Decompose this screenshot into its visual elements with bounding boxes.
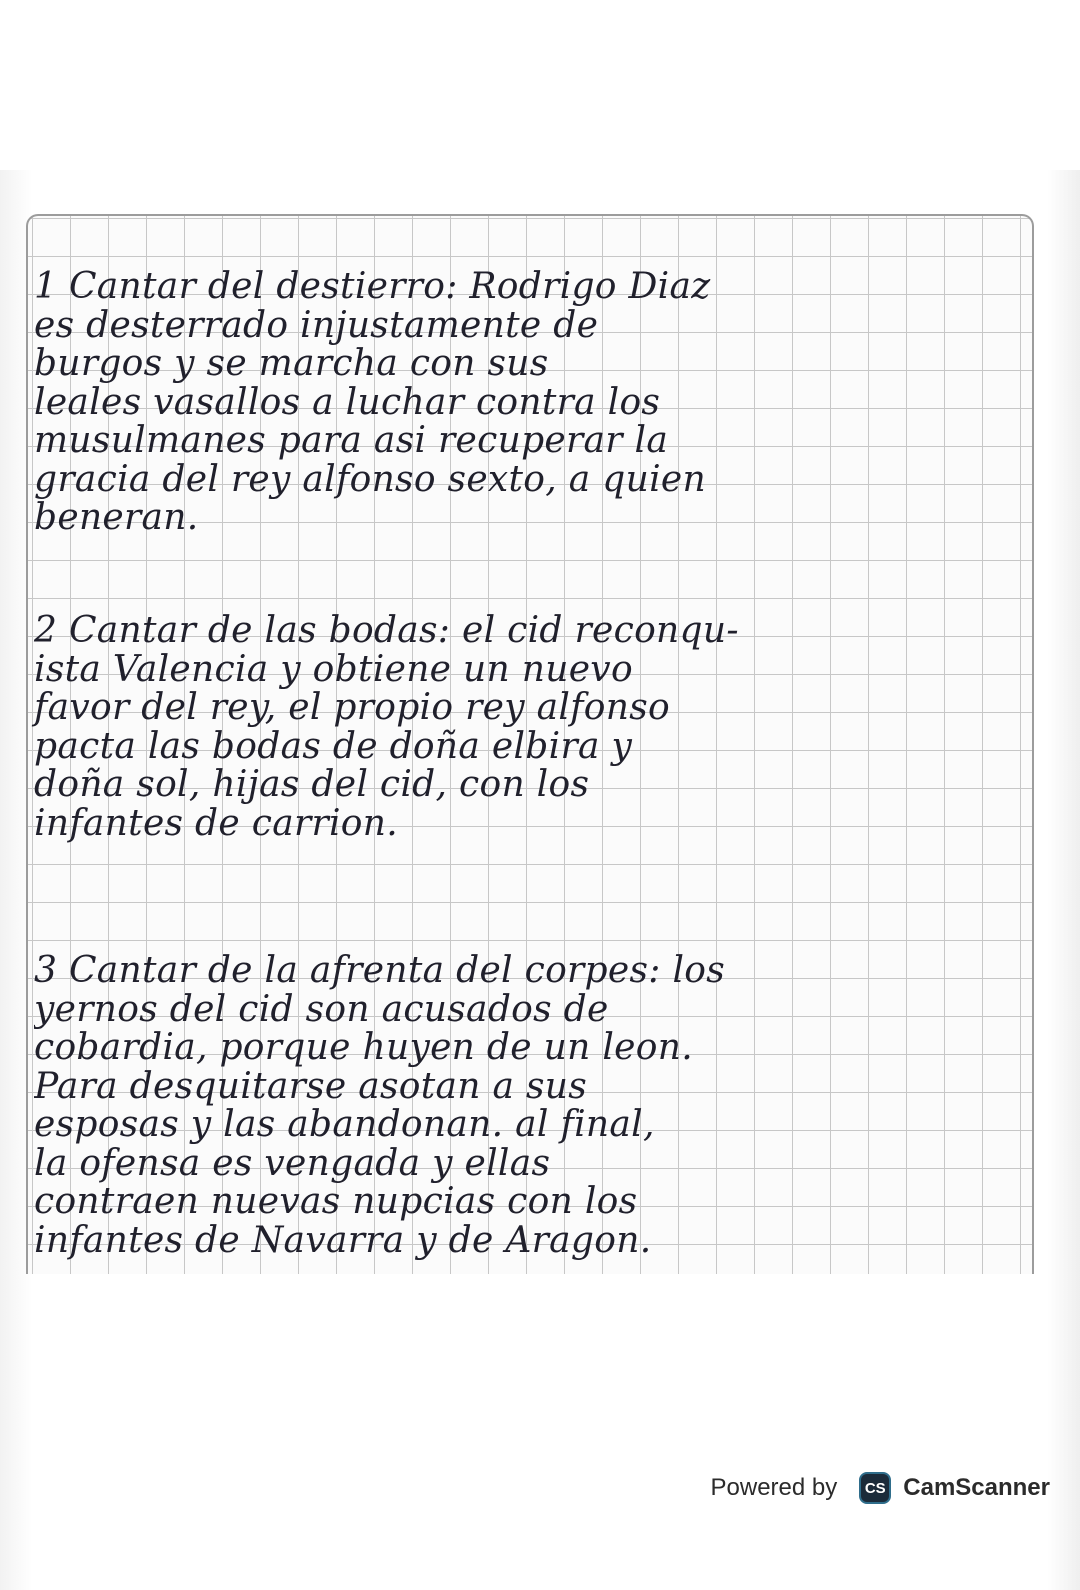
- camscanner-logo-icon: CS: [859, 1472, 891, 1504]
- scanner-watermark: [711, 1466, 1050, 1510]
- note-section-cantar-destierro: 1 Cantar del destierro: Rodrigo Diaz es desterrado injustamente de burgos y se marcha con sus leales vasallos a luchar contra los musulmanes para asi recuperar la gracia del rey alfonso sexto, a quien beneran.: [34, 266, 711, 538]
- note-section-cantar-afrenta: 3 Cantar de la afrenta del corpes: los yernos del cid son acusados de cobardia, porque huyen de un leon. Para desquitarse asotan a sus esposas y las abandonan. al final, la ofensa es vengada y ellas contraen nuevas nupcias con los infantes de Navarra y de Aragon.: [34, 952, 726, 1261]
- powered-by-label: Powered by: [710, 1474, 838, 1501]
- note-section-cantar-bodas: 2 Cantar de las bodas: el cid reconqu- ista Valencia y obtiene un nuevo favor del rey, el propio rey alfonso pacta las bodas de doña elbira y doña sol, hijas del cid, con los infantes de carrion.: [34, 610, 739, 844]
- brand-name: CamScanner: [903, 1474, 1050, 1501]
